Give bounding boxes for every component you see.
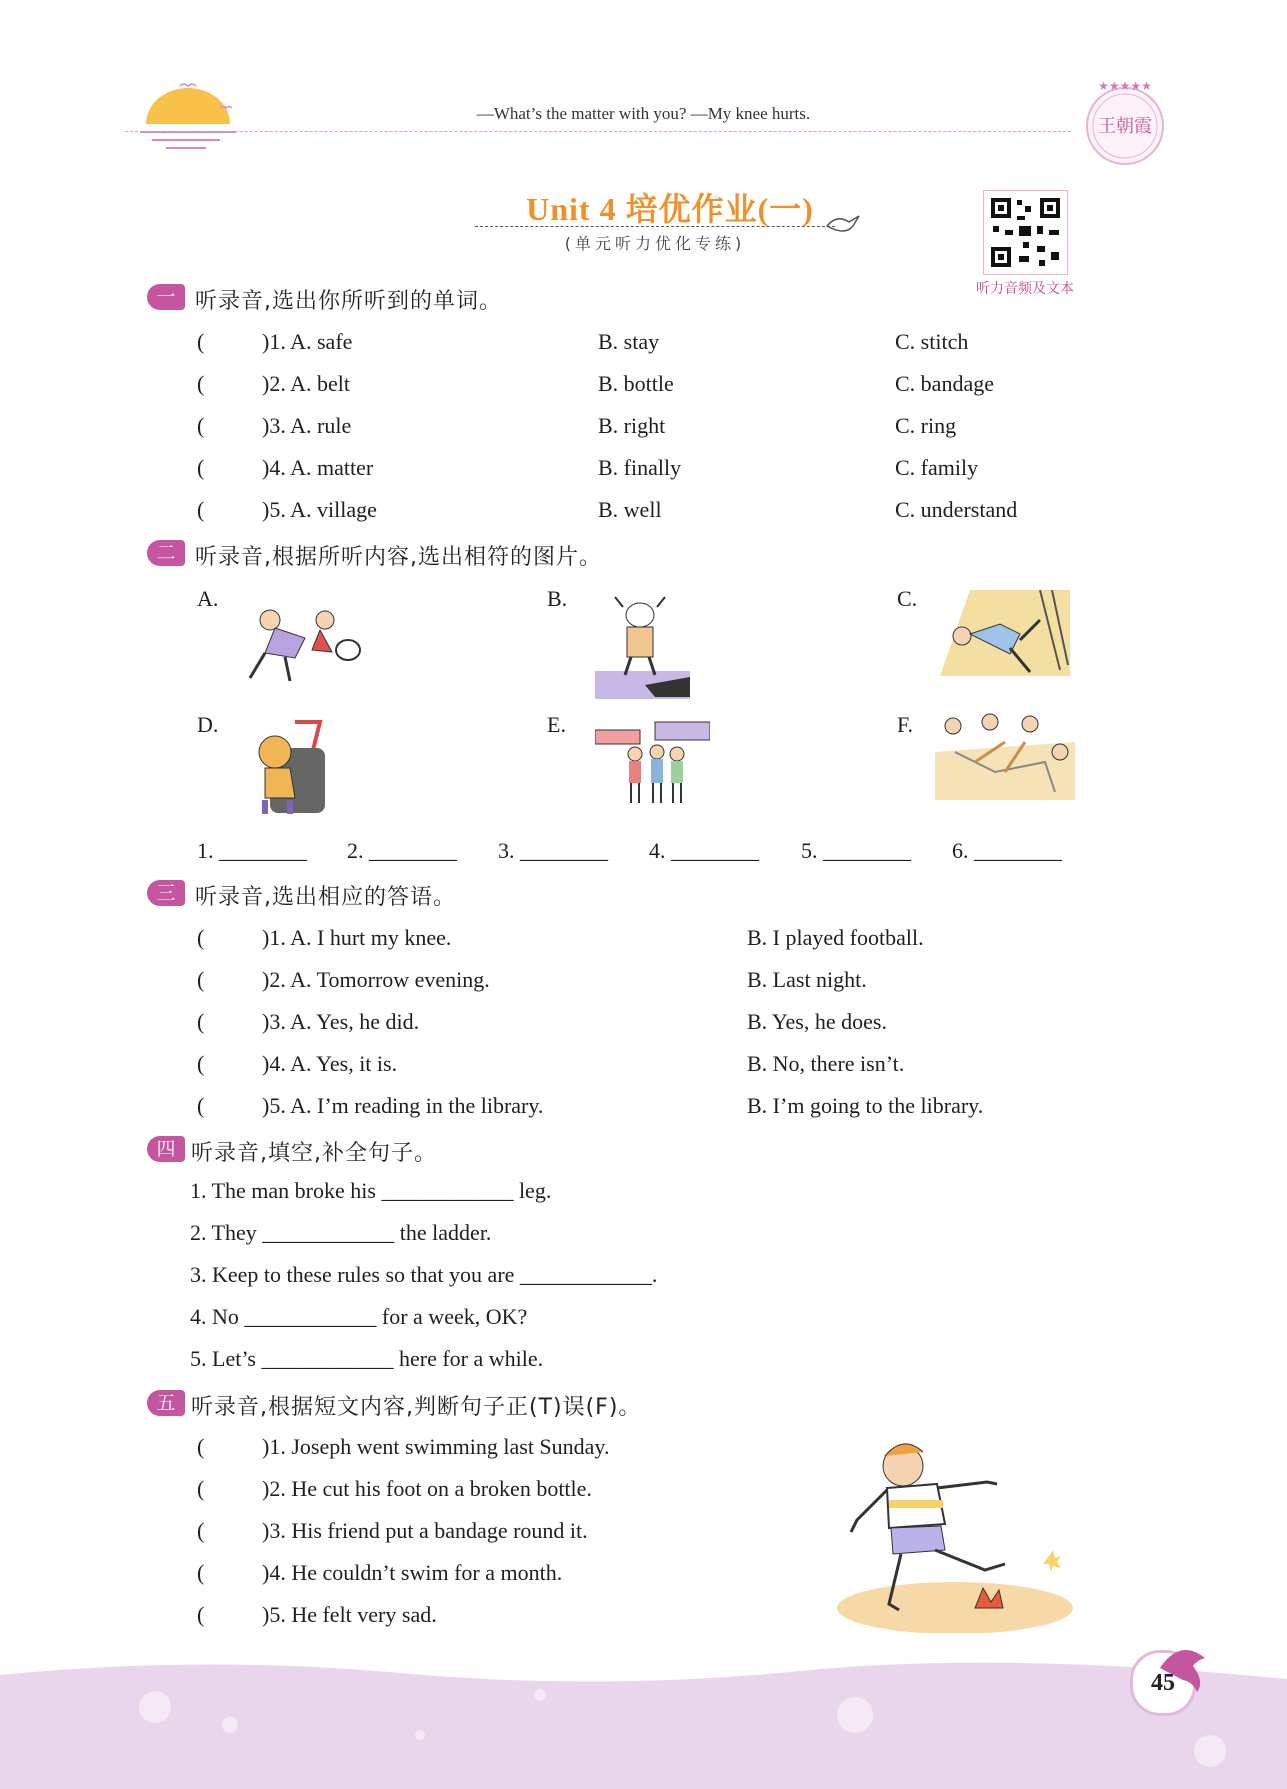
- s3-item-4-b: B. No, there isn’t.: [747, 1051, 905, 1076]
- answer-paren[interactable]: (: [197, 497, 205, 522]
- boy-kicking-bottle-illustration: [835, 1438, 1075, 1633]
- answer-paren[interactable]: (: [197, 371, 205, 396]
- worksheet-title: Unit 4 培优作业(一): [526, 191, 814, 227]
- picture-label-e: E.: [547, 712, 566, 737]
- worksheet-subtitle: (单元听力优化专练): [564, 234, 746, 253]
- answer-paren[interactable]: (: [197, 455, 205, 480]
- header-divider: [125, 131, 1071, 132]
- answer-paren[interactable]: (: [197, 1602, 205, 1627]
- section-title-4: 听录音,填空,补全句子。: [191, 1141, 437, 1166]
- section-badge-2: 二: [147, 540, 185, 566]
- s1-item-4-b: B. finally: [598, 455, 682, 480]
- dolphin-icon: [1150, 1638, 1210, 1698]
- section-title-3: 听录音,选出相应的答语。: [195, 885, 456, 910]
- picture-answer-6[interactable]: 6. ________: [952, 838, 1062, 863]
- picture-answer-1[interactable]: 1. ________: [197, 838, 307, 863]
- picture-answer-5[interactable]: 5. ________: [801, 838, 911, 863]
- s1-item-3: )3. A. rule: [262, 413, 352, 438]
- picture-answer-4[interactable]: 4. ________: [649, 838, 759, 863]
- s1-item-5: )5. A. village: [262, 497, 377, 522]
- answer-paren[interactable]: (: [197, 1009, 205, 1034]
- page-number: 45: [1130, 1650, 1196, 1716]
- picture-label-f: F.: [897, 712, 913, 737]
- s5-item-3: )3. His friend put a bandage round it.: [262, 1518, 588, 1543]
- answer-paren[interactable]: (: [197, 1051, 205, 1076]
- picture-f-beach-icon: [935, 712, 1075, 800]
- s4-sentence-4[interactable]: 4. No ____________ for a week, OK?: [190, 1304, 528, 1329]
- s5-item-1: )1. Joseph went swimming last Sunday.: [262, 1434, 610, 1459]
- s1-item-1-c: C. stitch: [895, 329, 969, 354]
- running-title: —What’s the matter with you? —My knee hurts.: [476, 104, 811, 123]
- publisher-logo: [1080, 78, 1170, 168]
- s3-item-5: )5. A. I’m reading in the library.: [262, 1093, 544, 1118]
- answer-paren[interactable]: (: [197, 925, 205, 950]
- answer-paren[interactable]: (: [197, 1476, 205, 1501]
- s1-item-1: )1. A. safe: [262, 329, 353, 354]
- s5-item-4: )4. He couldn’t swim for a month.: [262, 1560, 563, 1585]
- footer-wave-decoration: [0, 1655, 1287, 1789]
- s1-item-4: )4. A. matter: [262, 455, 374, 480]
- section-badge-5: 五: [147, 1390, 185, 1416]
- s3-item-4: )4. A. Yes, it is.: [262, 1051, 398, 1076]
- s3-item-5-b: B. I’m going to the library.: [747, 1093, 984, 1118]
- answer-paren[interactable]: (: [197, 967, 205, 992]
- answer-paren[interactable]: (: [197, 1518, 205, 1543]
- section-badge-1: 一: [147, 284, 185, 310]
- s3-item-3: )3. A. Yes, he did.: [262, 1009, 420, 1034]
- s3-item-3-b: B. Yes, he does.: [747, 1009, 887, 1034]
- section-badge-3: 三: [147, 880, 185, 906]
- s1-item-4-c: C. family: [895, 455, 979, 480]
- picture-a-fall-icon: [230, 595, 370, 685]
- picture-label-a: A.: [197, 586, 219, 611]
- section-title-2: 听录音,根据所听内容,选出相符的图片。: [195, 545, 602, 570]
- section-badge-4: 四: [147, 1136, 185, 1162]
- answer-paren[interactable]: (: [197, 1093, 205, 1118]
- s3-item-1: )1. A. I hurt my knee.: [262, 925, 452, 950]
- picture-label-b: B.: [547, 586, 568, 611]
- answer-paren[interactable]: (: [197, 1434, 205, 1459]
- s1-item-2-b: B. bottle: [598, 371, 674, 396]
- s3-item-2-b: B. Last night.: [747, 967, 867, 992]
- answer-paren[interactable]: (: [197, 413, 205, 438]
- section-title-5: 听录音,根据短文内容,判断句子正(T)误(F)。: [191, 1395, 642, 1420]
- picture-answer-2[interactable]: 2. ________: [347, 838, 457, 863]
- picture-d-tiger-icon: [235, 718, 330, 818]
- s1-item-1-b: B. stay: [598, 329, 660, 354]
- s4-sentence-1[interactable]: 1. The man broke his ____________ leg.: [190, 1178, 552, 1203]
- s3-item-2: )2. A. Tomorrow evening.: [262, 967, 490, 992]
- s5-item-2: )2. He cut his foot on a broken bottle.: [262, 1476, 592, 1501]
- s1-item-2-c: C. bandage: [895, 371, 994, 396]
- s1-item-5-b: B. well: [598, 497, 662, 522]
- picture-answer-3[interactable]: 3. ________: [498, 838, 608, 863]
- worksheet-title-block: [470, 184, 870, 230]
- answer-paren[interactable]: (: [197, 329, 205, 354]
- s4-sentence-5[interactable]: 5. Let’s ____________ here for a while.: [190, 1346, 544, 1371]
- svg-text:王朝霞: 王朝霞: [1098, 116, 1152, 137]
- picture-b-cow-icon: [595, 593, 695, 701]
- qr-label: 听力音频及文本: [976, 281, 1074, 297]
- s1-item-2: )2. A. belt: [262, 371, 350, 396]
- picture-e-street-icon: [595, 720, 710, 808]
- picture-label-d: D.: [197, 712, 219, 737]
- s1-item-3-b: B. right: [598, 413, 666, 438]
- svg-text:★★★★★: ★★★★★: [1098, 79, 1152, 93]
- s3-item-1-b: B. I played football.: [747, 925, 924, 950]
- s1-item-3-c: C. ring: [895, 413, 957, 438]
- s4-sentence-2[interactable]: 2. They ____________ the ladder.: [190, 1220, 492, 1245]
- title-underline: [475, 226, 835, 227]
- s5-item-5: )5. He felt very sad.: [262, 1602, 437, 1627]
- answer-paren[interactable]: (: [197, 1560, 205, 1585]
- qr-code-icon[interactable]: [983, 190, 1068, 275]
- s4-sentence-3[interactable]: 3. Keep to these rules so that you are ____________.: [190, 1262, 658, 1287]
- picture-label-c: C.: [897, 586, 918, 611]
- s1-item-5-c: C. understand: [895, 497, 1018, 522]
- section-title-1: 听录音,选出你所听到的单词。: [195, 289, 502, 314]
- picture-c-swing-icon: [940, 590, 1072, 676]
